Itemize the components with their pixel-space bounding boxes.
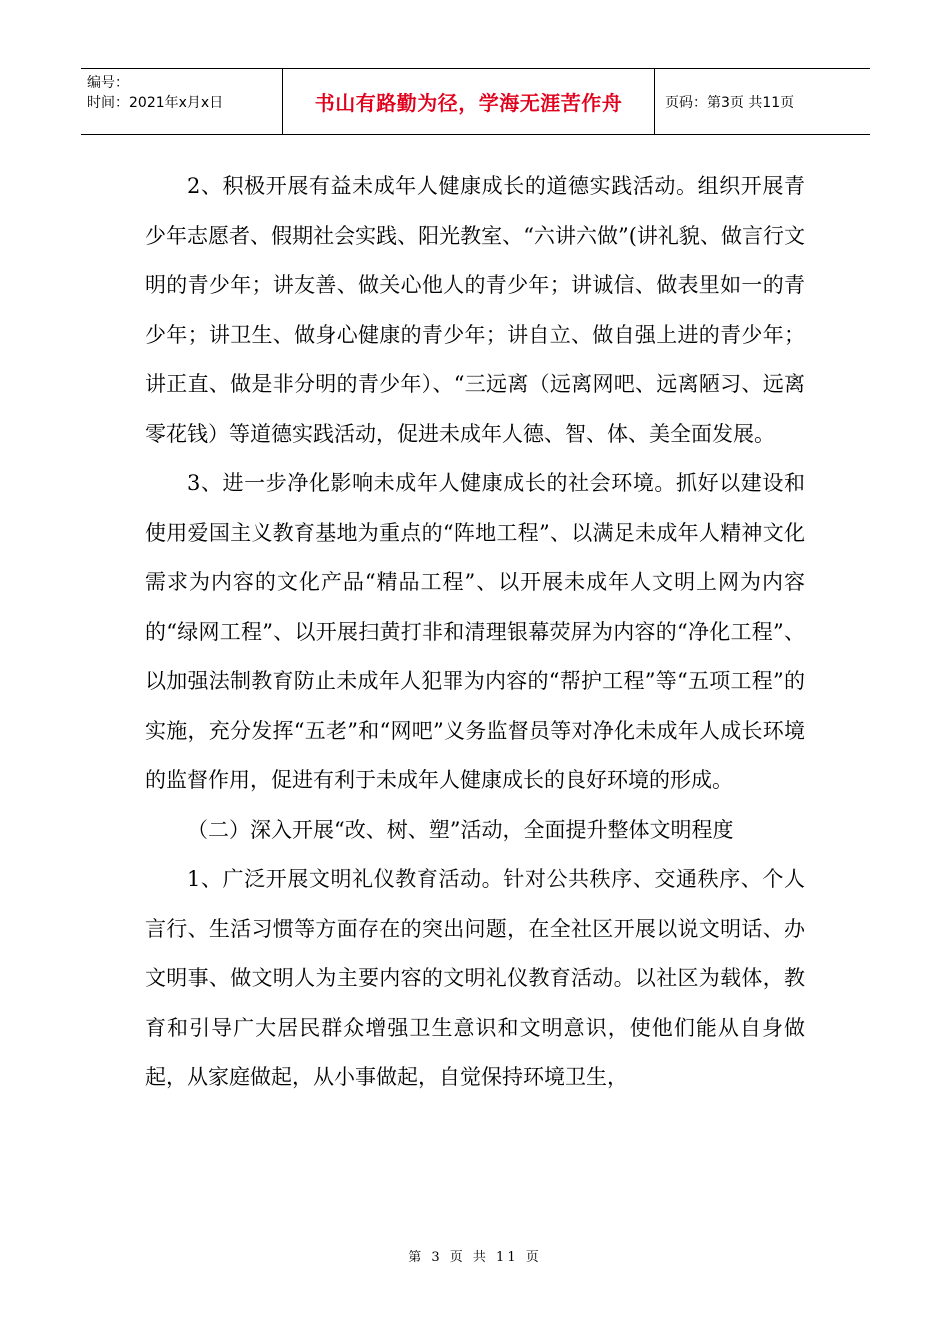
paragraph-moral-practice: 2、积极开展有益未成年人健康成长的道德实践活动。组织开展青少年志愿者、假期社会实践、阳光教室、“六讲六做”(讲礼貌、做言行文明的青少年；讲友善、做关心他人的青少年；讲诚信、做表里如一的青少年；讲卫生、做身心健康的青少年；讲自立、做自强上进的青少年；讲正直、做是非分明的青少年）、“三远离（远离网吧、远离陋习、远离零花钱）等道德实践活动，促进未成年人德、智、体、美全面发展。	[145, 174, 805, 446]
document-body	[145, 162, 805, 1103]
section-heading: （二）深入开展“改、树、塑”活动，全面提升整体文明程度	[187, 817, 734, 842]
serial-number-label: 编号：	[87, 75, 129, 91]
paragraph-etiquette-education: 1、广泛开展文明礼仪教育活动。针对公共秩序、交通秩序、个人言行、生活习惯等方面存在的突出问题，在全社区开展以说文明话、办文明事、做文明人为主要内容的文明礼仪教育活动。以社区为载体，教育和引导广大居民群众增强卫生意识和文明意识，使他们能从自身做起，从家庭做起，从小事做起，自觉保持环境卫生，	[145, 867, 805, 1089]
date-label: 时间：2021年x月x日	[87, 95, 224, 111]
header-meta-cell	[81, 69, 283, 134]
document-header	[81, 68, 870, 135]
header-motto: 书山有路勤为径，学海无涯苦作舟	[283, 69, 655, 134]
page-footer: 第 3 页 共 11 页	[408, 1250, 542, 1265]
paragraph-social-environment: 3、进一步净化影响未成年人健康成长的社会环境。抓好以建设和使用爱国主义教育基地为重点的“阵地工程”、以满足未成年人精神文化需求为内容的文化产品“精品工程”、以开展未成年人文明上网为内容的“绿网工程”、以开展扫黄打非和清理银幕荧屏为内容的“净化工程”、以加强法制教育防止未成年人犯罪为内容的“帮护工程”等“五项工程”的实施，充分发挥“五老”和“网吧”义务监督员等对净化未成年人成长环境的监督作用，促进有利于未成年人健康成长的良好环境的形成。	[145, 471, 805, 792]
header-page-code: 页码：第3页 共11页	[665, 94, 795, 111]
